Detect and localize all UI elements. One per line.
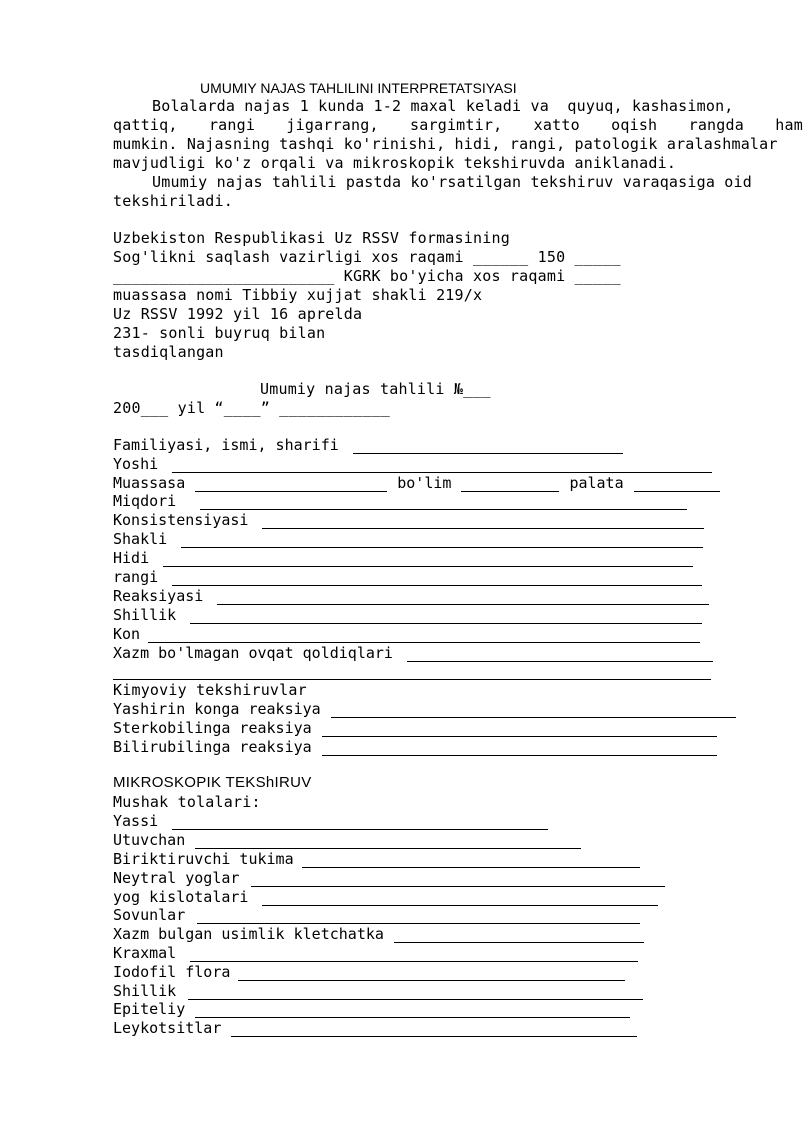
document-title: UMUMIY NAJAS TAHLILINI INTERPRETATSIYASI bbox=[200, 80, 517, 96]
konsistensiya-row bbox=[113, 511, 704, 529]
reaksiyasi-field[interactable] bbox=[217, 590, 709, 605]
sterkobilin-field[interactable] bbox=[322, 722, 717, 737]
yashirin-field[interactable] bbox=[331, 703, 736, 718]
neytral-row bbox=[113, 869, 665, 887]
bilirubin-label: Bilirubilinga reaksiya bbox=[113, 738, 312, 756]
header-line-1: Uzbekiston Respublikasi Uz RSSV formasining bbox=[113, 229, 510, 247]
reaksiyasi-label: Reaksiyasi bbox=[113, 587, 204, 605]
yoshi-label: Yoshi bbox=[113, 455, 159, 473]
shillik-row bbox=[113, 606, 702, 624]
sovunlar-label: Sovunlar bbox=[113, 906, 186, 924]
header-line-7: tasdiqlangan bbox=[113, 343, 224, 361]
yog-label: yog kislotalari bbox=[113, 888, 249, 906]
yoshi-row bbox=[113, 455, 712, 473]
kraxmal-field[interactable] bbox=[190, 947, 638, 962]
palata-field[interactable] bbox=[634, 477, 720, 492]
muassasa-row bbox=[113, 474, 720, 492]
familiya-field[interactable] bbox=[353, 439, 623, 454]
utuvchan-row bbox=[113, 831, 581, 849]
xazm-field[interactable] bbox=[407, 647, 713, 662]
konsistensiya-field[interactable] bbox=[262, 514, 704, 529]
shakli-row bbox=[113, 530, 703, 548]
bolim-label: bo'lim bbox=[397, 474, 452, 492]
header-line-4: muassasa nomi Tibbiy xujjat shakli 219/x bbox=[113, 286, 483, 304]
neytral-field[interactable] bbox=[251, 872, 665, 887]
bilirubin-field[interactable] bbox=[322, 741, 717, 756]
intro-line-6: tekshiriladi. bbox=[113, 192, 233, 210]
header-line-6: 231- sonli buyruq bilan bbox=[113, 324, 326, 342]
iodofil-field[interactable] bbox=[238, 966, 625, 981]
miqdori-label: Miqdori bbox=[113, 492, 177, 510]
kraxmal-label: Kraxmal bbox=[113, 944, 177, 962]
miqdori-row bbox=[113, 492, 687, 510]
xazmbulgan-row bbox=[113, 925, 644, 943]
kon-row bbox=[113, 625, 700, 643]
date-line: 200___ yil “____” ____________ bbox=[113, 399, 390, 417]
rangi-row bbox=[113, 568, 702, 586]
reaksiyasi-row bbox=[113, 587, 709, 605]
yassi-label: Yassi bbox=[113, 812, 159, 830]
xazm-label: Xazm bo'lmagan ovqat qoldiqlari bbox=[113, 644, 393, 662]
epiteliy-row bbox=[113, 1000, 630, 1018]
sovunlar-row bbox=[113, 906, 640, 924]
utuvchan-field[interactable] bbox=[195, 834, 581, 849]
leykotsitlar-row bbox=[113, 1019, 637, 1037]
rangi-label: rangi bbox=[113, 568, 159, 586]
utuvchan-label: Utuvchan bbox=[113, 831, 186, 849]
yoshi-field[interactable] bbox=[172, 458, 712, 473]
familiya-row bbox=[113, 436, 623, 454]
xazm-extra-row bbox=[113, 662, 711, 680]
biriktiruvchi-field[interactable] bbox=[302, 853, 640, 868]
shakli-label: Shakli bbox=[113, 530, 168, 548]
hidi-label: Hidi bbox=[113, 549, 150, 567]
sterkobilin-row bbox=[113, 719, 717, 737]
hidi-field[interactable] bbox=[163, 552, 693, 567]
konsistensiya-label: Konsistensiyasi bbox=[113, 511, 249, 529]
micro-shillik-field[interactable] bbox=[188, 985, 643, 1000]
neytral-label: Neytral yoglar bbox=[113, 869, 240, 887]
header-line-2: Sog'likni saqlash vazirligi xos raqami ______ 150 _____ bbox=[113, 248, 621, 266]
mushak-heading: Mushak tolalari: bbox=[113, 793, 261, 811]
yassi-field[interactable] bbox=[172, 815, 548, 830]
leykotsitlar-field[interactable] bbox=[231, 1022, 637, 1037]
bolim-field[interactable] bbox=[461, 477, 559, 492]
kon-label: Kon bbox=[113, 625, 141, 643]
sterkobilin-label: Sterkobilinga reaksiya bbox=[113, 719, 312, 737]
xazmbulgan-field[interactable] bbox=[394, 928, 644, 943]
shillik-label: Shillik bbox=[113, 606, 177, 624]
leykotsitlar-label: Leykotsitlar bbox=[113, 1019, 222, 1037]
shillik-field[interactable] bbox=[190, 609, 702, 624]
iodofil-label: Iodofil flora bbox=[113, 963, 231, 981]
intro-line-5: Umumiy najas tahlili pastda ko'rsatilgan tekshiruv varaqasiga oid bbox=[152, 173, 752, 191]
shakli-field[interactable] bbox=[181, 533, 703, 548]
hidi-row bbox=[113, 549, 693, 567]
epiteliy-label: Epiteliy bbox=[113, 1000, 186, 1018]
yashirin-label: Yashirin konga reaksiya bbox=[113, 700, 321, 718]
xazm-row bbox=[113, 644, 713, 662]
muassasa-field[interactable] bbox=[195, 477, 387, 492]
header-line-5: Uz RSSV 1992 yil 16 aprelda bbox=[113, 305, 363, 323]
yashirin-row bbox=[113, 700, 736, 718]
muassasa-label: Muassasa bbox=[113, 474, 186, 492]
palata-label: palata bbox=[569, 474, 624, 492]
intro-line-3: mumkin. Najasning tashqi ko'rinishi, hidi, rangi, patologik aralashmalar bbox=[113, 135, 778, 153]
biriktiruvchi-row bbox=[113, 850, 640, 868]
yassi-row bbox=[113, 812, 548, 830]
kon-field[interactable] bbox=[148, 628, 700, 643]
yog-row bbox=[113, 888, 658, 906]
micro-heading: MIKROSKOPIK TEKShIRUV bbox=[113, 774, 312, 791]
micro-shillik-row bbox=[113, 982, 643, 1000]
biriktiruvchi-label: Biriktiruvchi tukima bbox=[113, 850, 294, 868]
xazm-extra-field[interactable] bbox=[113, 665, 711, 680]
rangi-field[interactable] bbox=[172, 571, 702, 586]
intro-line-4: mavjudligi ko'z orqali va mikroskopik tekshiruvda aniklanadi. bbox=[113, 154, 677, 172]
intro-line-1: Bolalarda najas 1 kunda 1-2 maxal keladi va quyuq, kashasimon, bbox=[152, 97, 734, 115]
form-title: Umumiy najas tahlili №___ bbox=[260, 380, 491, 398]
intro-line-2: qattiq, rangi jigarrang, sargimtir, xatto oqish rangda ham bbox=[113, 116, 803, 134]
header-line-3: ________________________ KGRK bo'yicha xos raqami _____ bbox=[113, 267, 621, 285]
chem-heading: Kimyoviy tekshiruvlar bbox=[113, 681, 307, 699]
familiya-label: Familiyasi, ismi, sharifi bbox=[113, 436, 339, 454]
yog-field[interactable] bbox=[262, 891, 658, 906]
micro-shillik-label: Shillik bbox=[113, 982, 177, 1000]
sovunlar-field[interactable] bbox=[197, 909, 640, 924]
epiteliy-field[interactable] bbox=[195, 1003, 630, 1018]
bilirubin-row bbox=[113, 738, 717, 756]
xazmbulgan-label: Xazm bulgan usimlik kletchatka bbox=[113, 925, 384, 943]
kraxmal-row bbox=[113, 944, 638, 962]
miqdori-field[interactable] bbox=[200, 495, 687, 510]
iodofil-row bbox=[113, 963, 625, 981]
